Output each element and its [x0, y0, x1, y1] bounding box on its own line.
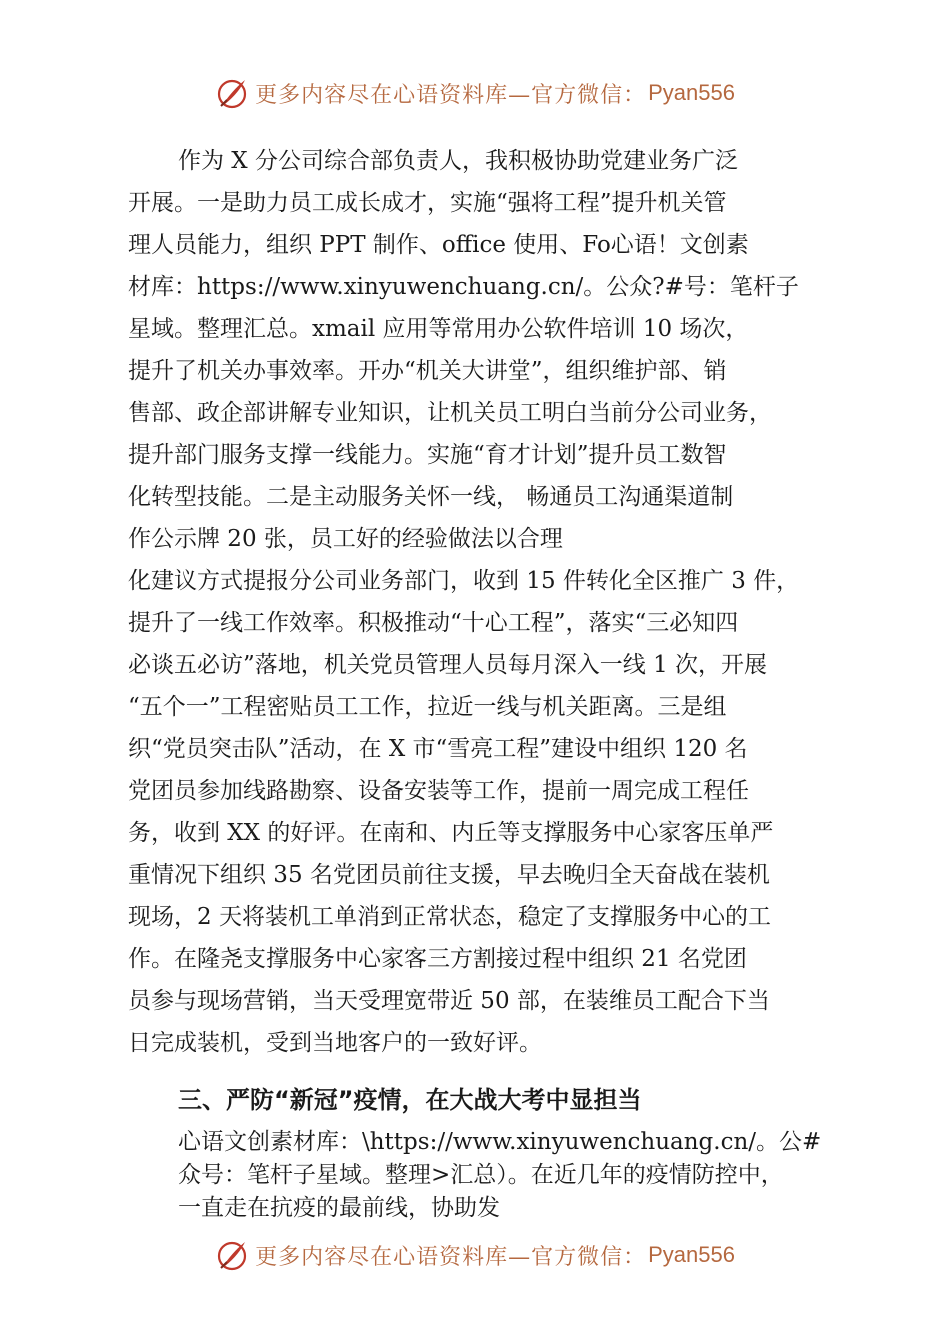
text-line: 党团员参加线路勘察、设备安装等工作，提前一周完成工程任 [128, 778, 749, 804]
text-line: 作公示牌 20 张，员工好的经验做法以合理 [128, 526, 563, 552]
text-line: 作为 X 分公司综合部负责人，我积极协助党建业务广泛 [178, 148, 738, 174]
text-line: 一直走在抗疫的最前线，协助发 [178, 1195, 500, 1221]
text-line: 星域。整理汇总。xmail 应用等常用办公软件培训 10 场次， [128, 316, 749, 342]
watermark-banner-bottom [0, 1232, 950, 1278]
text-line: 务，收到 XX 的好评。在南和、内丘等支撑服务中心家客压单严 [128, 820, 774, 846]
text-line: 重情况下组织 35 名党团员前往支援，早去晚归全天奋战在装机 [128, 862, 770, 888]
text-line: 心语文创素材库：\https://www.xinyuwenchuang.cn/。公# [178, 1129, 822, 1155]
text-line: 织“党员突击队”活动，在 X 市“雪亮工程”建设中组织 120 名 [128, 736, 748, 762]
section-heading: 三、严防“新冠”疫情，在大战大考中显担当 [178, 1086, 642, 1114]
text-line: 众号：笔杆子星域。整理>汇总）。在近几年的疫情防控中， [178, 1162, 784, 1188]
text-line: 理人员能力，组织 PPT 制作、office 使用、Fo心语！文创素 [128, 232, 749, 258]
text-line: 开展。一是助力员工成长成才，实施“强将工程”提升机关管 [128, 190, 727, 216]
text-line: 提升了一线工作效率。积极推动“十心工程”，落实“三必知四 [128, 610, 739, 636]
watermark-wechat-id: Pyan556 [648, 80, 735, 105]
watermark-text: 更多内容尽在心语资料库—官方微信： [255, 1244, 647, 1270]
feather-pen-logo-icon [215, 76, 249, 110]
feather-pen-logo-icon [215, 1238, 249, 1272]
text-line: 日完成装机，受到当地客户的一致好评。 [128, 1030, 542, 1056]
text-line: 材库：https://www.xinyuwenchuang.cn/。公众?#号：笔杆子 [128, 274, 799, 300]
text-line: 作。在隆尧支撑服务中心家客三方割接过程中组织 21 名党团 [128, 946, 747, 972]
text-line: 员参与现场营销，当天受理宽带近 50 部，在装维员工配合下当 [128, 988, 770, 1014]
text-line: 化建议方式提报分公司业务部门，收到 15 件转化全区推广 3 件， [128, 568, 800, 594]
body-paragraph [128, 140, 828, 1064]
watermark-banner-top [0, 70, 950, 116]
text-line: “五个一”工程密贴员工工作，拉近一线与机关距离。三是组 [128, 694, 727, 720]
text-line: 售部、政企部讲解专业知识，让机关员工明白当前分公司业务， [128, 400, 772, 426]
text-line: 化转型技能。二是主动服务关怀一线， 畅通员工沟通渠道制 [128, 484, 734, 510]
text-line: 提升部门服务支撑一线能力。实施“育才计划”提升员工数智 [128, 442, 727, 468]
text-line: 必谈五必访”落地，机关党员管理人员每月深入一线 1 次，开展 [128, 652, 768, 678]
tail-paragraph [178, 1126, 848, 1225]
text-line: 现场，2 天将装机工单消到正常状态，稳定了支撑服务中心的工 [128, 904, 771, 930]
watermark-wechat-id: Pyan556 [648, 1242, 735, 1267]
watermark-text: 更多内容尽在心语资料库—官方微信： [255, 82, 647, 108]
text-line: 提升了机关办事效率。开办“机关大讲堂”，组织维护部、销 [128, 358, 727, 384]
